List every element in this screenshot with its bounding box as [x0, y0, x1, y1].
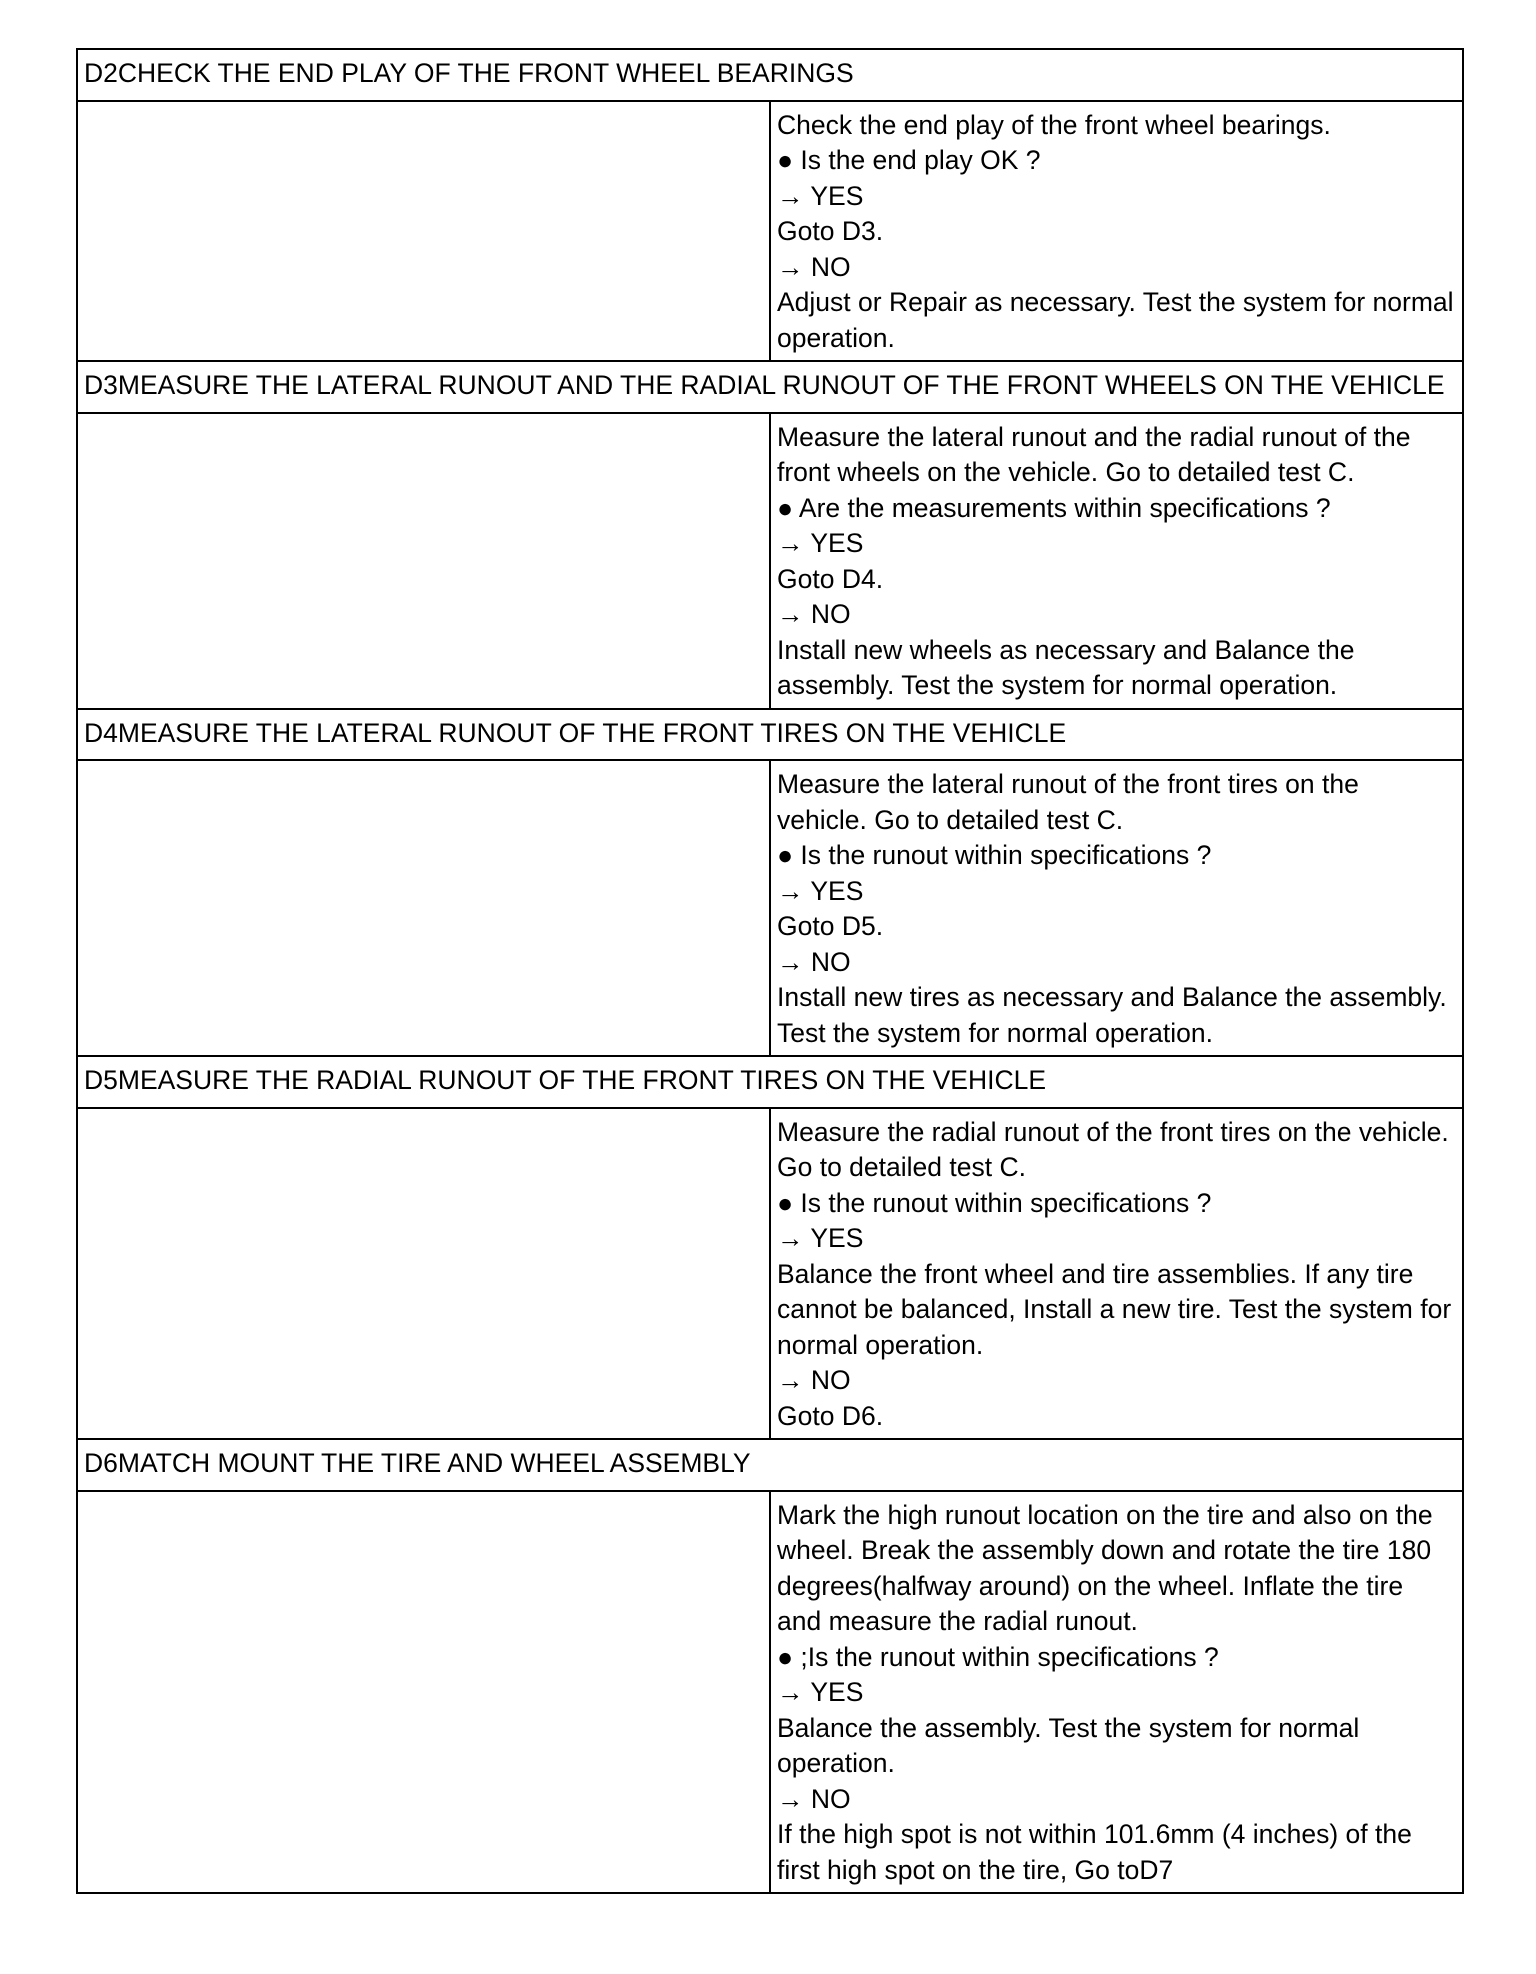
no-action: Install new tires as necessary and Balance the assembly. Test the system for normal operation.	[777, 982, 1454, 1048]
yes-label: → YES	[777, 180, 864, 211]
section-heading: D3MEASURE THE LATERAL RUNOUT AND THE RADIAL RUNOUT OF THE FRONT WHEELS ON THE VEHICLE	[77, 361, 1463, 413]
section-heading: D5MEASURE THE RADIAL RUNOUT OF THE FRONT TIRES ON THE VEHICLE	[77, 1056, 1463, 1108]
section-content	[770, 101, 1463, 362]
section-content	[770, 1491, 1463, 1894]
instruction-text: Measure the lateral runout of the front tires on the vehicle. Go to detailed test C.	[777, 769, 1367, 835]
section-heading-row	[77, 1056, 1463, 1108]
question-text: ● ;Is the runout within specifications ?	[777, 1641, 1219, 1672]
question-text: ● Is the runout within specifications ?	[777, 1187, 1212, 1218]
section-heading: D6MATCH MOUNT THE TIRE AND WHEEL ASSEMBLY	[77, 1439, 1463, 1491]
section-heading-row	[77, 709, 1463, 761]
instruction-text: Measure the lateral runout and the radial runout of the front wheels on the vehicle. Go to detailed test C.	[777, 421, 1418, 487]
section-content	[770, 413, 1463, 709]
image-placeholder-cell	[77, 413, 770, 709]
section-body-row	[77, 760, 1463, 1056]
image-placeholder-cell	[77, 101, 770, 362]
section-heading-row	[77, 361, 1463, 413]
question-text: ● Is the end play OK ?	[777, 145, 1041, 175]
no-action: Goto D6.	[777, 1400, 884, 1431]
image-placeholder-cell	[77, 1491, 770, 1894]
section-heading-row	[77, 49, 1463, 101]
yes-label: → YES	[777, 875, 864, 906]
question-text: ● Is the runout within specifications ?	[777, 840, 1212, 870]
instruction-text: Mark the high runout location on the tire and also on the wheel. Break the assembly down and rotate the tire 180 degrees(halfway around) on the wheel. Inflate the tire and measure the radial runout.	[777, 1499, 1440, 1636]
no-label: → NO	[777, 1783, 851, 1814]
no-label: → NO	[777, 251, 851, 282]
instruction-text: Measure the radial runout of the front tires on the vehicle. Go to detailed test C.	[777, 1116, 1457, 1182]
section-body-row	[77, 101, 1463, 362]
section-content	[770, 1108, 1463, 1440]
section-heading: D2CHECK THE END PLAY OF THE FRONT WHEEL BEARINGS	[77, 49, 1463, 101]
yes-label: → YES	[777, 1223, 864, 1253]
no-label: → NO	[777, 599, 851, 629]
section-body-row	[77, 1491, 1463, 1894]
section-heading-row	[77, 1439, 1463, 1491]
yes-label: → YES	[777, 1677, 864, 1707]
no-action: Adjust or Repair as necessary. Test the system for normal operation.	[777, 287, 1461, 353]
no-label: → NO	[777, 946, 851, 977]
yes-label: → YES	[777, 528, 864, 558]
diagnostic-table	[76, 48, 1464, 1894]
no-action: Install new wheels as necessary and Balance the assembly. Test the system for normal operation.	[777, 634, 1362, 700]
image-placeholder-cell	[77, 1108, 770, 1440]
section-heading: D4MEASURE THE LATERAL RUNOUT OF THE FRONT TIRES ON THE VEHICLE	[77, 709, 1463, 761]
section-body-row	[77, 413, 1463, 709]
yes-action: Balance the front wheel and tire assemblies. If any tire cannot be balanced, Install a new tire. Test the system for normal operation.	[777, 1258, 1459, 1360]
yes-action: Balance the assembly. Test the system for normal operation.	[777, 1712, 1367, 1778]
yes-action: Goto D4.	[777, 563, 884, 594]
no-action: If the high spot is not within 101.6mm (4 inches) of the first high spot on the tire, Go toD7	[777, 1819, 1420, 1885]
yes-action: Goto D5.	[777, 911, 884, 941]
instruction-text: Check the end play of the front wheel bearings.	[777, 109, 1331, 140]
question-text: ● Are the measurements within specifications ?	[777, 492, 1331, 523]
yes-action: Goto D3.	[777, 216, 884, 246]
section-content	[770, 760, 1463, 1056]
image-placeholder-cell	[77, 760, 770, 1056]
section-body-row	[77, 1108, 1463, 1440]
no-label: → NO	[777, 1365, 851, 1395]
